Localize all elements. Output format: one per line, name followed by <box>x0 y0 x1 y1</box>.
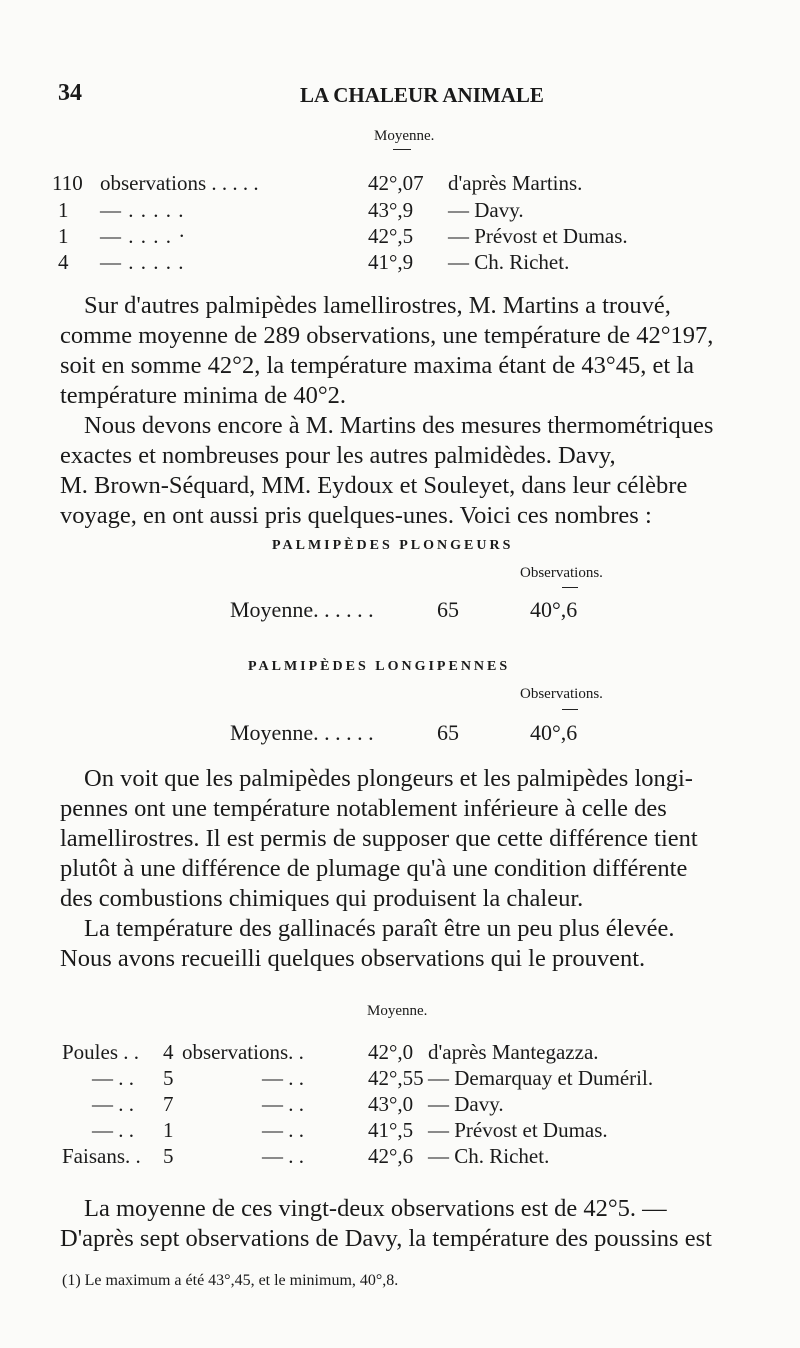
text-line: des combustions chimiques qui produisent la chaleur. <box>60 885 584 912</box>
row-source: — Ch. Richet. <box>448 250 570 274</box>
column-header-observations: Observations. <box>520 686 603 702</box>
moyenne-count: 65 <box>437 720 459 745</box>
text-line: M. Brown-Séquard, MM. Eydoux et Souleyet, dans leur célèbre <box>60 472 688 499</box>
row-value: 43°,9 <box>368 198 414 222</box>
row-count: 1 <box>58 224 69 248</box>
paragraph-gallinaces <box>60 914 740 974</box>
row-label: — . . <box>262 1092 304 1116</box>
row-label: — . . <box>262 1118 304 1142</box>
row-source: — Demarquay et Duméril. <box>428 1066 654 1090</box>
row-count: 1 <box>163 1118 174 1142</box>
page-number: 34 <box>58 80 82 106</box>
row-value: 41°,5 <box>368 1118 414 1142</box>
row-source: — Davy. <box>428 1092 504 1116</box>
row-bird: Poules . . <box>62 1040 140 1064</box>
row-count: 4 <box>58 250 69 274</box>
paragraph-mesures <box>60 411 740 531</box>
text-line: La moyenne de ces vingt-deux observations est de 42°5. — <box>84 1195 667 1222</box>
row-value: 42°,0 <box>368 1040 414 1064</box>
row-count: 5 <box>163 1066 174 1090</box>
text-line: On voit que les palmipèdes plongeurs et les palmipèdes longi- <box>84 765 693 792</box>
column-header-moyenne: Moyenne. <box>367 1003 428 1019</box>
text-line: D'après sept observations de Davy, la température des poussins est <box>60 1225 712 1252</box>
text-line: exactes et nombreuses pour les autres palmidèdes. Davy, <box>60 442 616 469</box>
paragraph-moyenne-vingt-deux <box>60 1194 740 1254</box>
paragraph-comparaison <box>60 764 740 914</box>
footnote: (1) Le maximum a été 43°,45, et le minimum, 40°,8. <box>62 1272 399 1289</box>
row-label: observations . . . . . <box>100 171 259 195</box>
row-source: d'après Mantegazza. <box>428 1040 599 1064</box>
row-source: — Prévost et Dumas. <box>448 224 628 248</box>
row-count: 1 <box>58 198 69 222</box>
moyenne-label: Moyenne. . . . . . <box>230 720 374 745</box>
row-label: — . . . . . <box>100 250 185 274</box>
row-label: observations. . <box>182 1040 304 1064</box>
row-value: 42°,6 <box>368 1144 414 1168</box>
moyenne-value: 40°,6 <box>530 720 578 745</box>
row-bird: — . . <box>92 1118 134 1142</box>
column-header-moyenne: Moyenne. <box>374 128 435 144</box>
row-bird: Faisans. . <box>62 1144 141 1168</box>
row-source: — Ch. Richet. <box>428 1144 550 1168</box>
text-line: La température des gallinacés paraît être un peu plus élevée. <box>84 915 675 942</box>
row-value: 42°,55 <box>368 1066 424 1090</box>
row-label: — . . <box>262 1144 304 1168</box>
moyenne-count: 65 <box>437 597 459 622</box>
row-label: — . . . . . <box>100 198 185 222</box>
paragraph-lamellirostres <box>60 291 740 411</box>
text-line: pennes ont une température notablement inférieure à celle des <box>60 795 667 822</box>
text-line: voyage, en ont aussi pris quelques-unes. Voici ces nombres : <box>60 502 652 529</box>
row-value: 42°,07 <box>368 171 424 195</box>
row-value: 42°,5 <box>368 224 414 248</box>
section-title-longipennes: PALMIPÈDES LONGIPENNES <box>248 659 511 674</box>
row-source: — Prévost et Dumas. <box>428 1118 608 1142</box>
text-line: plutôt à une différence de plumage qu'à une condition différente <box>60 855 688 882</box>
text-line: lamellirostres. Il est permis de supposer que cette différence tient <box>60 825 698 852</box>
header-rule <box>562 709 578 710</box>
table-row <box>52 171 83 196</box>
row-source: — Davy. <box>448 198 524 222</box>
running-title: LA CHALEUR ANIMALE <box>300 83 544 107</box>
row-source: d'après Martins. <box>448 171 583 195</box>
section-title-plongeurs: PALMIPÈDES PLONGEURS <box>272 538 514 553</box>
text-line: Sur d'autres palmipèdes lamellirostres, M. Martins a trouvé, <box>84 292 671 319</box>
row-bird: — . . <box>92 1066 134 1090</box>
row-label: — . . <box>262 1066 304 1090</box>
text-line: Nous avons recueilli quelques observations qui le prouvent. <box>60 945 646 972</box>
column-header-observations: Observations. <box>520 565 603 581</box>
text-line: Nous devons encore à M. Martins des mesures thermométriques <box>84 412 714 439</box>
moyenne-value: 40°,6 <box>530 597 578 622</box>
header-rule <box>562 587 578 588</box>
header-rule <box>393 149 411 150</box>
moyenne-label: Moyenne. . . . . . <box>230 597 374 622</box>
row-count: 4 <box>163 1040 174 1064</box>
row-value: 41°,9 <box>368 250 414 274</box>
row-count: 5 <box>163 1144 174 1168</box>
text-line: soit en somme 42°2, la température maxima étant de 43°45, et la <box>60 352 694 379</box>
row-bird: — . . <box>92 1092 134 1116</box>
row-count: 110 <box>52 171 83 195</box>
text-line: température minima de 40°2. <box>60 382 347 409</box>
row-count: 7 <box>163 1092 174 1116</box>
text-line: comme moyenne de 289 observations, une température de 42°197, <box>60 322 714 349</box>
row-value: 43°,0 <box>368 1092 414 1116</box>
row-label: — . . . . · <box>100 224 187 248</box>
